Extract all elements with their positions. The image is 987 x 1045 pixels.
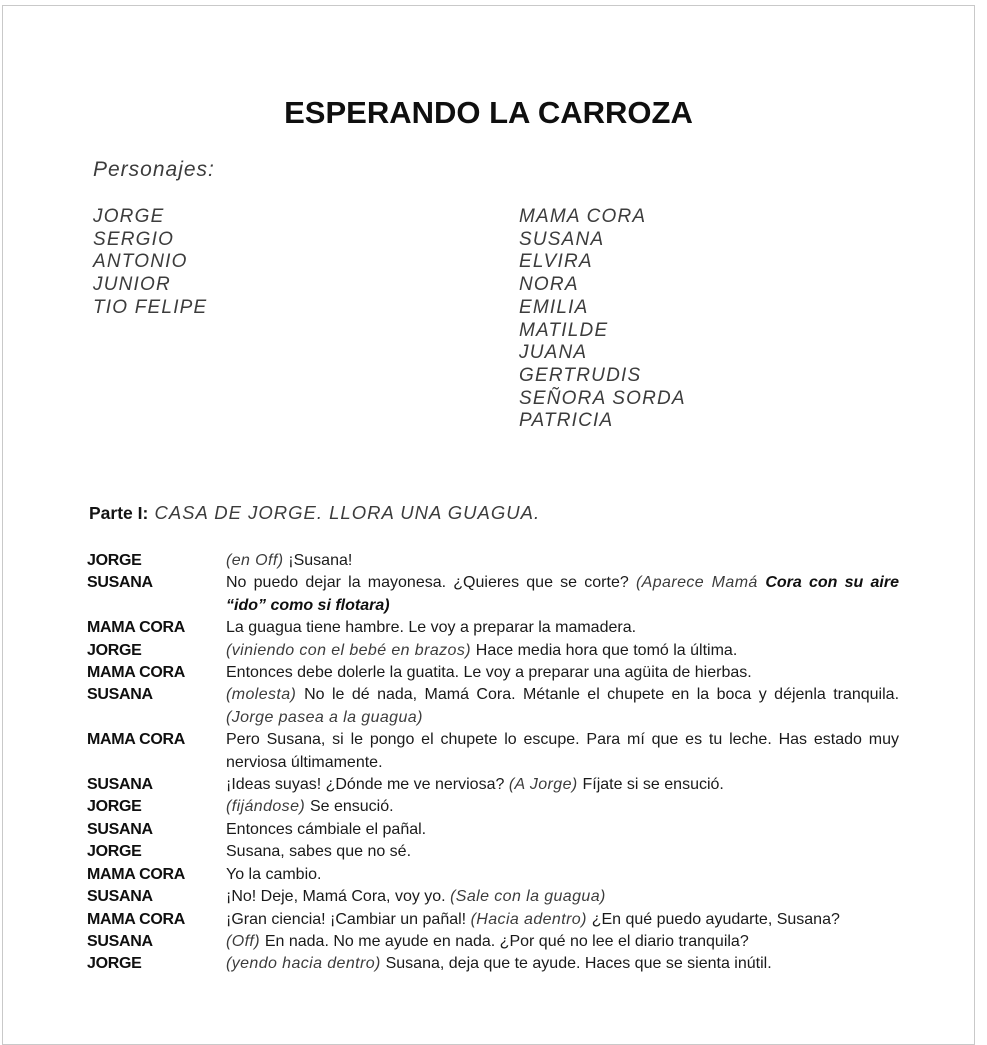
dialogue-row — [87, 819, 899, 841]
cast-name: PATRICIA — [519, 410, 614, 432]
dialogue-text — [226, 953, 899, 975]
dialogue-row — [87, 864, 899, 886]
speaker-name: SUSANA — [87, 820, 153, 838]
speaker-name: JORGE — [87, 798, 142, 816]
cast-name: GERTRUDIS — [519, 364, 642, 386]
dialogue-segment: Pero Susana, si le pongo el chupete lo escupe. Para mí que es tu leche. Has estado muy nerviosa últimamente. — [226, 731, 899, 771]
dialogue-text — [226, 909, 899, 931]
dialogue-segment: Hace media hora que tomó la última. — [475, 641, 738, 659]
cast-name: SEÑORA SORDA — [519, 387, 686, 409]
dialogue-text — [226, 550, 899, 572]
stage-direction: (molesta) — [226, 686, 305, 704]
cast-name: JUANA — [519, 342, 588, 364]
speaker-name: SUSANA — [87, 686, 153, 704]
dialogue-text — [226, 662, 899, 684]
dialogue-list — [87, 550, 899, 976]
dialogue-row — [87, 617, 899, 639]
dialogue-text — [226, 841, 899, 863]
page-title: ESPERANDO LA CARROZA — [284, 95, 693, 130]
speaker-name: JORGE — [87, 641, 142, 659]
dialogue-text — [226, 640, 899, 662]
dialogue-segment: La guagua tiene hambre. Le voy a preparar la mamadera. — [226, 619, 637, 637]
stage-direction: (fijándose) — [226, 798, 310, 816]
dialogue-row — [87, 550, 899, 572]
dialogue-segment: ¡Gran ciencia! ¡Cambiar un pañal! — [226, 910, 471, 928]
dialogue-segment: ¡No! Deje, Mamá Cora, voy yo. — [226, 888, 451, 906]
stage-direction: (Jorge pasea a la guagua) — [226, 708, 423, 726]
stage-direction: (yendo hacia dentro) — [226, 955, 386, 973]
stage-direction: (en Off) — [226, 552, 289, 569]
part-heading — [89, 502, 540, 524]
dialogue-segment: ¡Ideas suyas! ¿Dónde me ve nerviosa? — [226, 776, 509, 794]
dialogue-row — [87, 909, 899, 931]
cast-name: NORA — [519, 274, 579, 296]
speaker-name: MAMA CORA — [87, 910, 186, 928]
dialogue-row — [87, 796, 899, 818]
dialogue-text — [226, 796, 899, 818]
dialogue-row — [87, 774, 899, 796]
cast-name: SUSANA — [519, 228, 605, 250]
dialogue-row — [87, 640, 899, 662]
script-page — [2, 5, 975, 1045]
dialogue-row — [87, 886, 899, 908]
dialogue-segment: No puedo dejar la mayonesa. ¿Quieres que se corte? — [226, 574, 636, 592]
dialogue-text — [226, 886, 899, 908]
dialogue-segment: No le dé nada, Mamá Cora. Métanle el chupete en la boca y déjenla tranquila. — [304, 686, 900, 704]
speaker-name: JORGE — [87, 552, 142, 569]
dialogue-segment: Yo la cambio. — [226, 865, 322, 883]
dialogue-text — [226, 684, 899, 729]
stage-direction: (Aparece Mamá — [635, 574, 766, 592]
dialogue-segment: ¡Susana! — [288, 552, 353, 569]
dialogue-segment: Entonces debe dolerle la guatita. Le voy a preparar una agüita de hierbas. — [226, 664, 752, 682]
dialogue-row — [87, 684, 899, 729]
speaker-name: SUSANA — [87, 888, 153, 906]
dialogue-segment: ¿En qué puedo ayudarte, Susana? — [591, 910, 840, 928]
speaker-name: MAMA CORA — [87, 619, 186, 637]
cast-name: ANTONIO — [93, 251, 188, 273]
speaker-name: JORGE — [87, 843, 142, 861]
dialogue-row — [87, 953, 899, 975]
dialogue-text — [226, 572, 899, 617]
dialogue-text — [226, 729, 899, 774]
cast-name: JORGE — [93, 206, 165, 227]
stage-direction: (Off) — [226, 932, 265, 950]
cast-name: TIO FELIPE — [93, 296, 208, 318]
cast-name: JUNIOR — [93, 274, 171, 296]
dialogue-row — [87, 729, 899, 774]
dialogue-row — [87, 931, 899, 953]
speaker-name: MAMA CORA — [87, 664, 186, 682]
dialogue-text — [226, 617, 899, 639]
dialogue-text — [226, 819, 899, 841]
cast-name: MAMA CORA — [519, 206, 647, 227]
dialogue-segment: Susana, deja que te ayude. Haces que se sienta inútil. — [385, 955, 772, 973]
stage-direction: (A Jorge) — [508, 776, 583, 794]
speaker-name: SUSANA — [87, 776, 153, 794]
speaker-name: SUSANA — [87, 574, 153, 592]
dialogue-text — [226, 931, 899, 953]
dialogue-segment: Susana, sabes que no sé. — [226, 843, 412, 861]
speaker-name: MAMA CORA — [87, 865, 186, 883]
cast-column-left — [93, 206, 207, 320]
cast-name: MATILDE — [519, 319, 609, 341]
dialogue-segment: Fíjate si se ensució. — [582, 776, 724, 794]
dialogue-row — [87, 841, 899, 863]
stage-direction: (viniendo con el bebé en brazos) — [226, 641, 476, 659]
stage-direction: (Hacia adentro) — [470, 910, 592, 928]
stage-direction: Cora con su aire “ido” como si flotara) — [226, 574, 899, 614]
part-label: Parte I: — [89, 503, 149, 523]
speaker-name: JORGE — [87, 955, 142, 973]
speaker-name: MAMA CORA — [87, 731, 186, 749]
speaker-name: SUSANA — [87, 932, 153, 950]
dialogue-segment: En nada. No me ayude en nada. ¿Por qué no lee el diario tranquila? — [264, 932, 749, 950]
cast-column-right — [519, 206, 686, 433]
cast-name: EMILIA — [519, 296, 589, 318]
personajes-label: Personajes: — [93, 158, 215, 181]
dialogue-text — [226, 774, 899, 796]
part-scene: CASA DE JORGE. LLORA UNA GUAGUA. — [148, 502, 541, 523]
cast-name: SERGIO — [93, 228, 175, 250]
dialogue-row — [87, 662, 899, 684]
cast-name: ELVIRA — [519, 251, 593, 273]
dialogue-text — [226, 864, 899, 886]
dialogue-row — [87, 572, 899, 617]
dialogue-segment: Se ensució. — [309, 798, 394, 816]
dialogue-segment: Entonces cámbiale el pañal. — [226, 820, 427, 838]
stage-direction: (Sale con la guagua) — [450, 888, 606, 906]
